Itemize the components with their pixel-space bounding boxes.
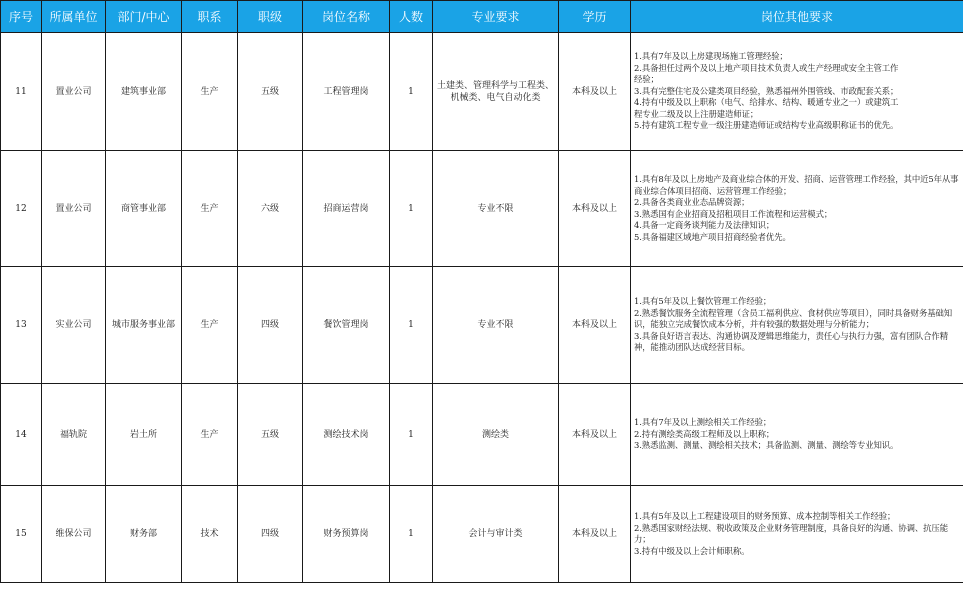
table-row: [1, 486, 963, 583]
requirement-line: 3.具备良好语言表达、沟通协调及逻辑思维能力，责任心与执行力强，富有团队合作精神，能推动团队达成经营目标。: [634, 330, 948, 353]
cell-level: 四级: [238, 267, 303, 384]
cell-level: 五级: [238, 384, 303, 486]
cell-seq: 13: [1, 267, 42, 384]
cell-series: 生产: [182, 33, 238, 151]
table-row: [1, 384, 963, 486]
cell-series: 生产: [182, 151, 238, 267]
cell-count: 1: [390, 486, 433, 583]
table-row: [1, 267, 963, 384]
cell-unit: 置业公司: [42, 33, 106, 151]
requirement-line: 1.具有7年及以上测绘相关工作经验；: [634, 417, 772, 428]
cell-other-requirements: [631, 486, 963, 583]
cell-seq: 15: [1, 486, 42, 583]
requirement-line: 程专业二级及以上注册建造师证；: [634, 108, 759, 119]
table-row: [1, 151, 963, 267]
requirement-line: 1.具有5年及以上餐饮管理工作经验；: [634, 296, 772, 307]
col-header-position: 岗位名称: [303, 1, 390, 33]
cell-position: 测绘技术岗: [303, 384, 390, 486]
cell-series: 技术: [182, 486, 238, 583]
cell-unit: 维保公司: [42, 486, 106, 583]
requirement-line: 2.熟悉国家财经法规、税收政策及企业财务管理制度，具备良好的沟通、协调、抗压能力；: [634, 522, 948, 544]
cell-level: 四级: [238, 486, 303, 583]
col-header-seq: 序号: [1, 1, 42, 33]
cell-other-requirements: [631, 151, 963, 267]
cell-major: 测绘类: [433, 384, 559, 486]
cell-other-requirements: [631, 267, 963, 384]
cell-dept: 财务部: [106, 486, 182, 583]
header-row: [1, 1, 963, 33]
cell-series: 生产: [182, 384, 238, 486]
requirement-line: 1.具有7年及以上房建现场施工管理经验；: [634, 51, 788, 62]
cell-count: 1: [390, 384, 433, 486]
requirement-line: 2.熟悉餐饮服务全流程管理（含员工福利供应、食材供应等项目），同时具备财务基础知识，能独立完成餐饮成本分析，并有较强的数据处理与分析能力；: [634, 307, 953, 330]
cell-position: 餐饮管理岗: [303, 267, 390, 384]
cell-seq: 11: [1, 33, 42, 151]
cell-major: 土建类、管理科学与工程类、机械类、电气自动化类: [433, 33, 559, 151]
requirement-line: 1.具有5年及以上工程建设项目的财务预算、成本控制等相关工作经验；: [634, 511, 896, 521]
col-header-major: 专业要求: [433, 1, 559, 33]
col-header-education: 学历: [559, 1, 631, 33]
col-header-unit: 所属单位: [42, 1, 106, 33]
cell-count: 1: [390, 267, 433, 384]
requirement-line: 3.熟悉监测、测量、测绘相关技术；具备监测、测量、测绘等专业知识。: [634, 440, 899, 451]
cell-dept: 商管事业部: [106, 151, 182, 267]
cell-major: 专业不限: [433, 267, 559, 384]
col-header-count: 人数: [390, 1, 433, 33]
cell-dept: 城市服务事业部: [106, 267, 182, 384]
requirement-line: 5.持有建筑工程专业一级注册建造师证或结构专业高级职称证书的优先。: [634, 120, 899, 131]
cell-unit: 福轨院: [42, 384, 106, 486]
requirement-line: 3.具有完整住宅及公建类项目经验，熟悉福州外围管线、市政配套关系；: [634, 85, 899, 96]
cell-position: 招商运营岗: [303, 151, 390, 267]
col-header-other: 岗位其他要求: [631, 1, 963, 33]
requirement-line: 5.具备福建区域地产项目招商经验者优先。: [634, 231, 791, 242]
requirement-line: 2.具备各类商业业态品牌资源；: [634, 197, 750, 207]
col-header-dept: 部门/中心: [106, 1, 182, 33]
requirement-line: 4.持有中级及以上职称（电气、给排水、结构、暖通专业之一）或建筑工: [634, 97, 899, 108]
requirement-line: 2.持有测绘类高级工程师及以上职称；: [634, 428, 775, 439]
cell-education: 本科及以上: [559, 33, 631, 151]
cell-seq: 14: [1, 384, 42, 486]
table-row: [1, 33, 963, 151]
cell-education: 本科及以上: [559, 384, 631, 486]
cell-unit: 置业公司: [42, 151, 106, 267]
cell-series: 生产: [182, 267, 238, 384]
cell-count: 1: [390, 33, 433, 151]
cell-education: 本科及以上: [559, 151, 631, 267]
cell-seq: 12: [1, 151, 42, 267]
cell-education: 本科及以上: [559, 267, 631, 384]
requirement-line: 3.持有中级及以上会计师职称。: [634, 545, 750, 556]
requirement-line: 3.熟悉国有企业招商及招租项目工作流程和运营模式；: [634, 208, 833, 219]
requirement-line: 1.具有8年及以上房地产及商业综合体的开发、招商、运营管理工作经验，其中近5年从事商业综合体项目招商、运营管理工作经验；: [634, 174, 959, 196]
col-header-series: 职系: [182, 1, 238, 33]
cell-dept: 建筑事业部: [106, 33, 182, 151]
cell-count: 1: [390, 151, 433, 267]
cell-level: 五级: [238, 33, 303, 151]
cell-dept: 岩土所: [106, 384, 182, 486]
col-header-level: 职级: [238, 1, 303, 33]
cell-position: 财务预算岗: [303, 486, 390, 583]
cell-unit: 实业公司: [42, 267, 106, 384]
requirement-line: 经验；: [634, 74, 659, 85]
requirement-line: 4.具备一定商务谈判能力及法律知识；: [634, 220, 775, 230]
cell-major: 会计与审计类: [433, 486, 559, 583]
cell-level: 六级: [238, 151, 303, 267]
cell-other-requirements: [631, 33, 963, 151]
cell-other-requirements: [631, 384, 963, 486]
requirement-line: 2.具备担任过两个及以上地产项目技术负责人或生产经理或安全主管工作: [634, 62, 899, 73]
cell-education: 本科及以上: [559, 486, 631, 583]
cell-position: 工程管理岗: [303, 33, 390, 151]
cell-major: 专业不限: [433, 151, 559, 267]
